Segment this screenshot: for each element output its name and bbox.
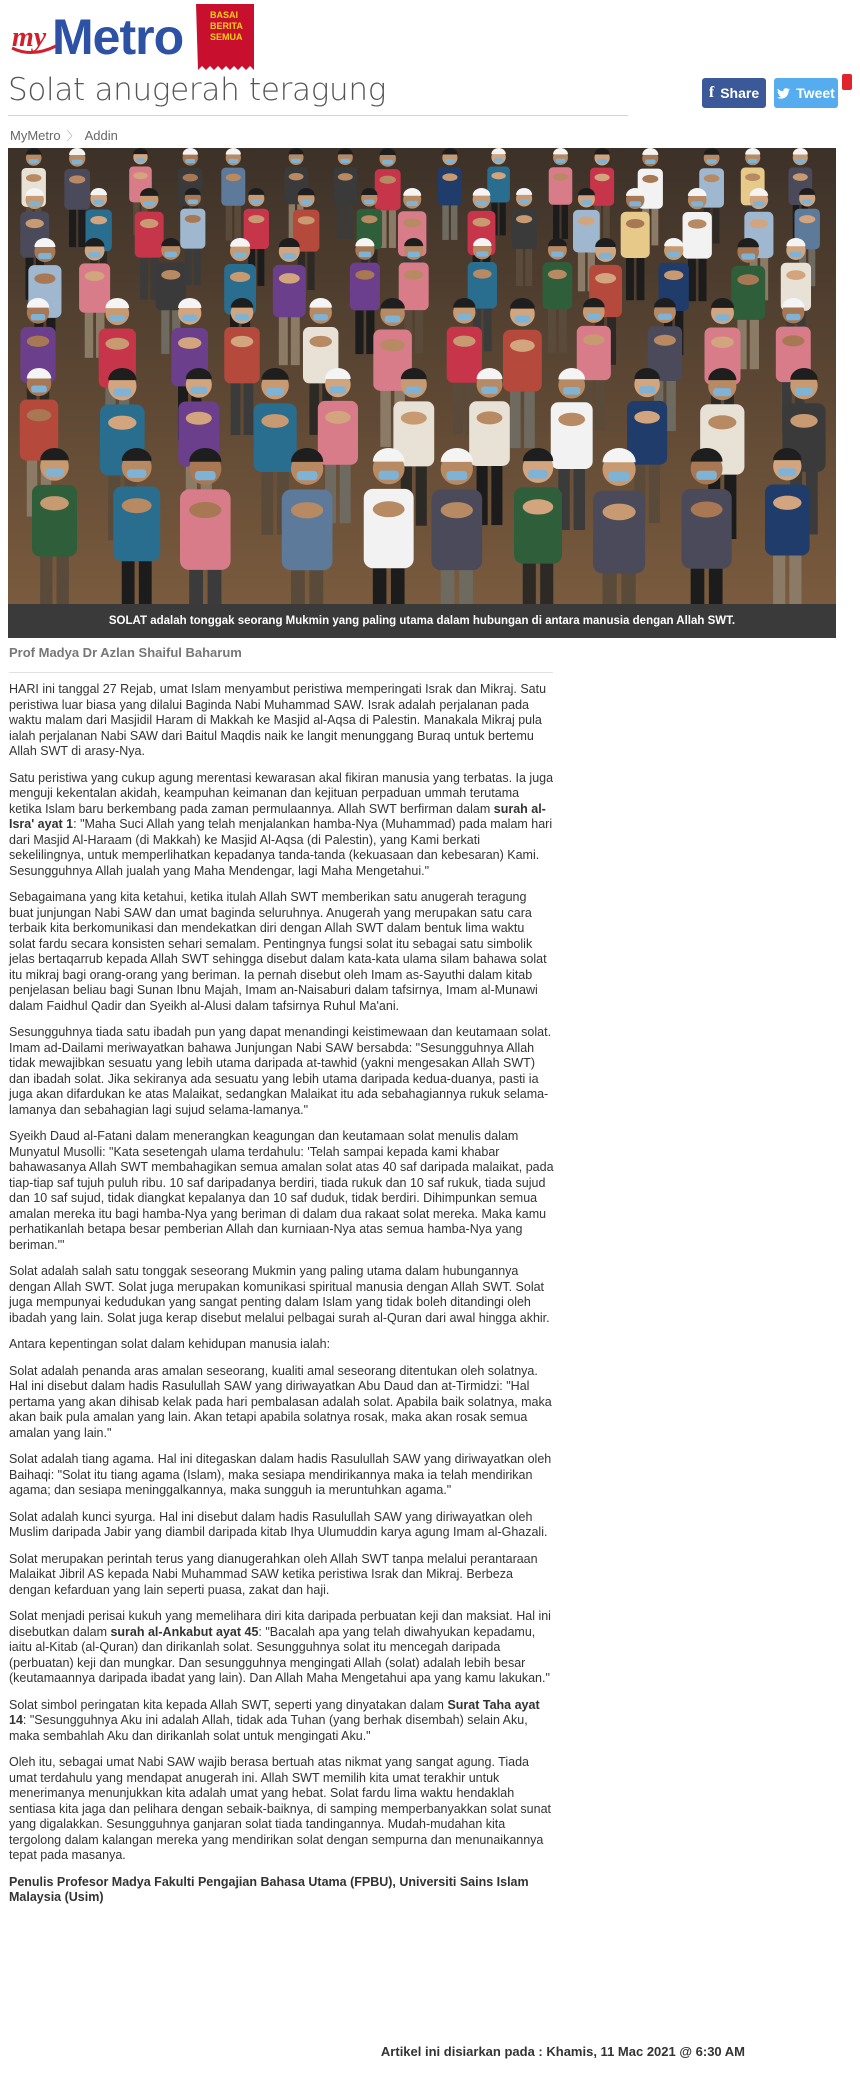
facebook-share-label: Share [720,85,760,101]
tagline-line-2: BERITA [210,21,243,31]
facebook-icon: f [708,84,715,101]
chevron-right-icon: 〉 [66,129,79,143]
paragraph: Oleh itu, sebagai umat Nabi SAW wajib berasa bertuah atas nikmat yang sangat agung. Tiada umat terdahulu yang mendapat anugerah ini. Allah SWT memilih kita umat terakhir untuk menerimanya menunjukkan kita adalah umat yang hebat. Solat fardu lima waktu hendaklah sentiasa kita jaga dan pelihara dengan sebaik-baiknya, di samping memperbanyakkan solat sunat yang digalakkan. Sesungguhnya ganjaran solat tiada tandingannya. Mudah-mudahan kita tergolong dalam kalangan mereka yang mendirikan solat dengan sempurna dan menunaikannya tepat pada masanya. [9,1755,552,1862]
twitter-share-label: Tweet [796,85,835,101]
paragraph: Antara kepentingan solat dalam kehidupan manusia ialah: [9,1337,331,1351]
twitter-icon [777,88,790,99]
tagline-line-3: SEMUA [210,32,243,42]
publish-label: Artikel ini disiarkan pada : [380,2044,547,2059]
mymetro-logo [8,2,254,70]
article-photo [8,148,836,604]
site-header [0,0,860,120]
site-logo[interactable] [8,2,254,70]
paragraph: Solat merupakan perintah terus yang dianugerahkan oleh Allah SWT tanpa melalui perantaraan Malaikat Jibril AS kepada Nabi Muhammad SAW ketika peristiwa Israk dan Mikraj. Berbeza dengan kefarduan yang lain seperti puasa, zakat dan haji. [9,1551,538,1597]
facebook-share-button[interactable] [702,78,766,108]
paragraph: Syeikh Daud al-Fatani dalam menerangkan keagungan dan keutamaan solat menulis dalam Munyatul Musolli: "Kata sesetengah ulama terdahulu: 'Telah sampai kepada kami khabar bahawasanya Allah SWT membahagikan semua amalan solat atas 40 saf daripada malaikat, pada tiap-tiap saf tujuh puluh ribu. 10 saf daripadanya berdiri, tiada rukuk dan 10 saf rukuk, tiada sujud dan 10 saf sujud, tidak diangkat kepalanya dan 10 saf duduk, tidak berdiri. Dihimpunkan semua amalan mereka itu bagi hamba-Nya yang beriman di dalam dua rakaat solat mereka. Maka kamu perhatikanlah betapa besar pemberian Allah dan kurniaan-Nya atas semua hamba-Nya yang beriman.'" [9,1129,554,1252]
paragraph: Satu peristiwa yang cukup agung merentasi kewarasan akal fikiran manusia yang terbatas. Ia juga menguji kekentalan akidah, keampuhan keimanan dan kejituan perpaduan ummah terutama ketika Islam baru berkembang pada zaman permulaannya. Allah SWT berfirman dalam surah al-Isra' ayat 1: "Maha Suci Allah yang telah menjalankan hamba-Nya (Muhammad) pada malam hari dari Masjid Al-Haraam (di Makkah) ke Masjid Al-Aqsa (di Palestin), yang Kami berkati sekelilingnya, untuk memperlihatkan kepadanya tanda-tanda (kekuasaan dan kebesaran) Kami. Sesungguhnya Allah jualah yang Maha Mendengar, lagi Maha Mengetahui." [9,770,554,878]
paragraph: Sebagaimana yang kita ketahui, ketika itulah Allah SWT memberikan satu anugerah teragung buat junjungan Nabi SAW dan umat baginda seluruhnya. Anugerah yang merupakan satu cara terbaik kita berkomunikasi dan mendekatkan diri dengan Allah SWT dalam bentuk lima waktu solat fardu secara konsisten sehari semalam. Pentingnya fungsi solat itu sebagai satu simbolik jelas bertaqarrub kepada Allah SWT sehingga disebut dalam kata-kata ulama silam bahawa solat itu mikraj bagi orang-orang yang beriman. Ia pernah disebut oleh Imam as-Sayuthi dalam kitab penjelasan beliau bagi Sunan Ibnu Majah, Imam an-Naisaburi dalam tafsirnya, Imam al-Munawi dalam Faidhul Qadir dan Syeikh al-Alusi dalam tafsirnya Ruhul Ma'ani. [9,890,547,1013]
logo-metro: Metro [52,9,184,65]
breadcrumb [10,127,118,144]
paragraph: Sesungguhnya tiada satu ibadah pun yang dapat menandingi keistimewaan dan keutamaan solat. Imam ad-Dailami meriwayatkan bahawa Junjungan Nabi SAW bersabda: "Sesungguhnya Allah tidak mewajibkan sesuatu yang lebih utama daripada at-tawhid (yakni mengesakan Allah SWT) dan ibadah solat. Jika sekiranya ada sesuatu yang lebih utama daripada kedua-duanya, pasti ia juga akan difardukan ke atas Malaikat, sedangkan Malaikat itu ada sebahagiannya rukuk selama-lamanya dan sebahagian lagi sujud selama-lamanya." [9,1025,552,1117]
more-share-icon[interactable] [842,74,852,90]
paragraph: Solat menjadi perisai kukuh yang memelihara diri kita daripada perbuatan keji dan maksiat. Hal ini disebutkan dalam surah al-Ankabut ayat 45: "Bacalah apa yang telah diwahyukan kepadamu, iaitu al-Kitab (al-Quran) dan dirikanlah solat. Sesungguhnya solat itu mencegah daripada (perbuatan) keji dan mungkar. Dan sesungguhnya mengingati Allah (solat) adalah lebih besar (keutamaannya daripada ibadat yang lain). Dan Allah Maha Mengetahui apa yang kamu lakukan." [9,1609,551,1685]
paragraph: Solat adalah kunci syurga. Hal ini disebut dalam hadis Rasulullah SAW yang diriwayatkan oleh Muslim daripada Jabir yang diambil daripada kitab Ihya Ulumuddin karya agung Imam al-Ghazali. [9,1509,548,1539]
twitter-share-button[interactable] [774,78,838,108]
page-title: Solat anugerah teragung [8,70,628,116]
paragraph: Solat adalah tiang agama. Hal ini ditegaskan dalam hadis Rasulullah SAW yang diriwayatkan oleh Baihaqi: "Solat itu tiang agama (Islam), maka sesiapa mendirikannya maka ia telah mendirikan agama; dan sesiapa meninggalkannya, maka sungguh ia meruntuhkan agama." [9,1452,552,1497]
paragraph: HARI ini tanggal 27 Rejab, umat Islam menyambut peristiwa memperingati Israk dan Mikraj. Satu peristiwa luar biasa yang dilalui Baginda Nabi Muhammad SAW. Israk adalah perjalanan pada waktu malam dari Masjidil Haram di Makkah ke Masjid al-Aqsa di Palestin. Manakala Mikraj pula ialah perjalanan Nabi SAW dari Baitul Maqdis naik ke langit menunggang Buraq untuk bertemu Allah SWT di arasy-Nya. [9,682,547,758]
article-body [9,682,554,1917]
prayer-crowd-image [8,148,836,604]
photo-caption: SOLAT adalah tonggak seorang Mukmin yang paling utama dalam hubungan di antara manusia dengan Allah SWT. [8,604,836,638]
breadcrumb-section[interactable]: Addin [84,128,118,143]
paragraph: Solat adalah penanda aras amalan seseorang, kualiti amal seseorang ditentukan oleh solatnya. Hal ini disebut dalam hadis Rasulullah SAW yang diriwayatkan Abu Daud dan at-Tirmidzi: "Hal pertama yang akan dihisab kelak pada hari pembalasan adalah solat. Apabila baik solatnya, maka akan baik pula amalan yang lain. Akan tetapi apabila solatnya rosak, maka akan rosak semua amalan yang lain." [9,1363,552,1440]
divider [9,672,553,673]
paragraph: Solat simbol peringatan kita kepada Allah SWT, seperti yang dinyatakan dalam Surat Taha ayat 14: "Sesungguhnya Aku ini adalah Allah, tidak ada Tuhan (yang berhak disembah) selain Aku, maka sembahlah Aku dan dirikanlah solat untuk mengingati Aku." [9,1697,540,1743]
publish-info [0,2044,745,2059]
tagline-line-1: BASAI [210,10,239,20]
paragraph: Solat adalah salah satu tonggak seseorang Mukmin yang paling utama dalam hubungannya dengan Allah SWT. Solat juga merupakan komunikasi spiritual manusia dengan Allah SWT. Solat juga mempunyai kedudukan yang sangat penting dalam Islam yang tidak boleh ditandingi oleh ibadah yang lain. Solat juga kerap disebut melalui pelbagai surah al-Quran dari awal hingga akhir. [9,1264,550,1325]
author-byline: Prof Madya Dr Azlan Shaiful Baharum [9,645,242,660]
logo-my: my [12,22,47,53]
breadcrumb-home[interactable]: MyMetro [10,128,61,143]
publish-date: Khamis, 11 Mac 2021 @ 6:30 AM [546,2044,745,2059]
author-note: Penulis Profesor Madya Fakulti Pengajian Bahasa Utama (FPBU), Universiti Sains Islam Malaysia (Usim) [9,1874,529,1904]
